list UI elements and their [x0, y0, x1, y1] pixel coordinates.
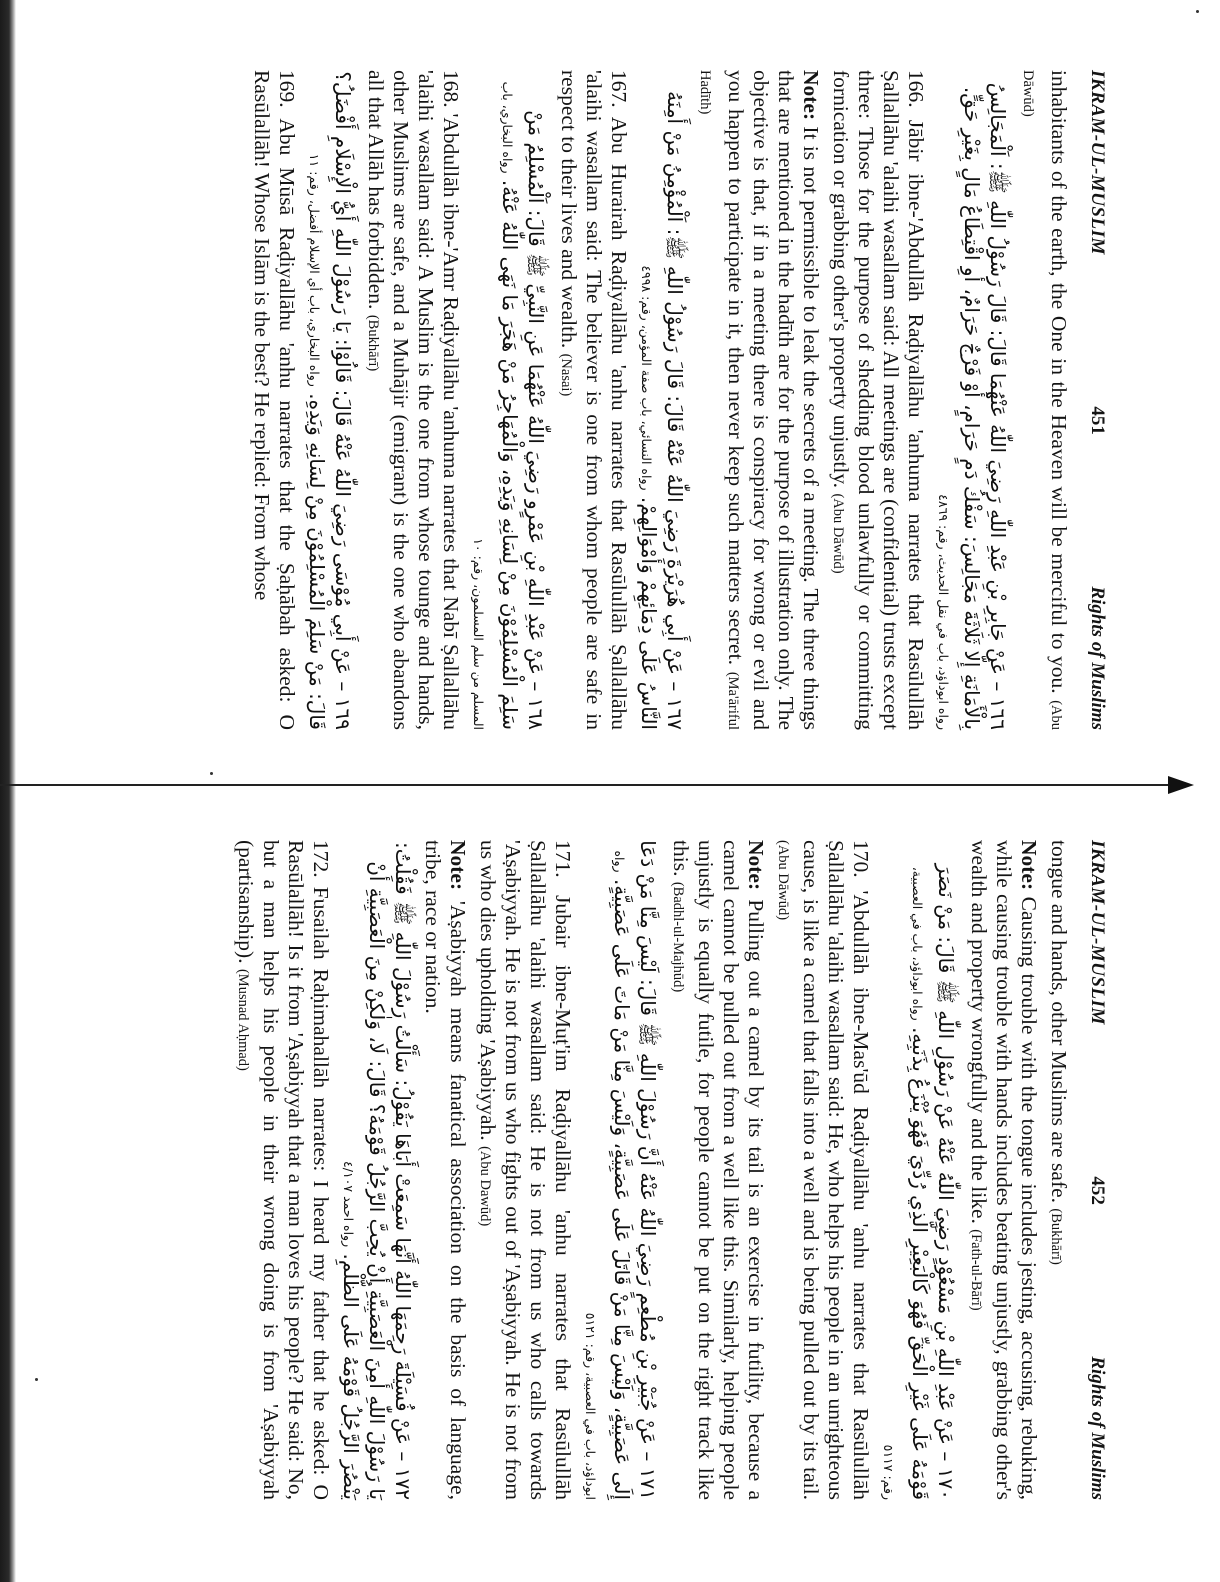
page-451	[50, 70, 1110, 730]
running-header	[1085, 70, 1110, 730]
arabic-reference: رواه البخاري، باب المسلم من سلم المسلمون، رقم: ١٠	[471, 81, 515, 730]
book-title: IKRAM-UL-MUSLIM	[1087, 70, 1108, 255]
hadith-170-arabic: ١٧٠ – عَنْ عَبْدِ اللّٰهِ بْنِ مَسْعُوْدٍ رَضِيَ اللّٰهُ عَنْهُ عَنْ رَسُوْلِ اللّٰهِ ﷺ قَالَ: مَنْ نَصَرَ قَوْمَهُ عَلَى غَيْرِ الْحَقِّ فَهُوَ كَالْبَعِيْرِ الَّذِي رُدِّيَ فَهُوَ يُنْزَعُ بِذَنَبِهِ. رواه ابوداؤد، باب في العصبية، رقم: ٥١١٧	[881, 863, 958, 1500]
hadith-169-translation: 169. Abu Mūsā Raḍiyallāhu 'anhu narrates that the Ṣaḥābah asked: O Rasūlallāh! Whose Islām is the best? He replied: From whose	[250, 70, 299, 730]
arabic-reference: رواه النسائي، باب صفة المؤمن، رقم: ٤٩٩٨	[639, 265, 654, 491]
source-citation: (Abu Dāwūd)	[775, 840, 791, 921]
hadith-166-note: Note: It is not permissible to leak the secrets of a meeting. The three things that are mentioned in the hadīth are for the purpose of illustration only. The objective is that, if in a meeting there is conspiracy for wrong or evil and you happen to participate in it, then never keep such matters secret. (Ma'āriful Hadīth)	[697, 70, 823, 731]
note-label: Note:	[1017, 840, 1041, 891]
hadith-169-arabic: ١٦٩ – عَنْ أَبِي مُوْسَى رَضِيَ اللّٰهُ عَنْهُ قَالَ: قَالُوْا: يَا رَسُوْلَ اللّٰهِ أَيُّ الْإِسْلَامِ أَفْضَلُ؟ قَالَ: مَنْ سَلِمَ الْمُسْلِمُوْنَ مِنْ لِسَانِهِ وَيَدِهِ. رواه البخاري، باب أي الإسلام أفضل، رقم: ١١	[305, 71, 355, 730]
arabic-reference: رواه ابوداؤد، باب في العصبية، رقم: ٥١٢١	[583, 850, 627, 1500]
page-452	[50, 840, 1110, 1500]
hadith-171-note: Note: 'Aṣabiyyah means fanatical association on the basis of language, tribe, race or nation.	[421, 840, 470, 1501]
source-citation: (Badhl-ul-Majhūd)	[670, 881, 686, 993]
source-citation: (Nasai)	[558, 353, 574, 397]
hadith-172-arabic: ١٧٢ – عَنْ فُسَيْلَةَ رَحِمَهَا اللّٰهُ أَنَّهَا سَمِعَتْ أَبَاهَا يَقُوْلُ: سَأَلْتُ رَسُوْلَ اللّٰهِ ﷺ فَقُلْتُ: يَا رَسُوْلَ اللّٰهِ أَمِنَ الْعَصَبِيَّةِ أَنْ يُحِبَّ الرَّجُلُ قَوْمَهُ؟ قَالَ: لَا، وَلٰكِنْ مِنَ الْعَصَبِيَّةِ أَنْ يَنْصُرَ الرَّجُلُ قَوْمَهُ عَلَى الظُّلْمِ. رواه احمد ٤/١٠٧	[339, 842, 415, 1500]
arabic-reference: رواه ابوداؤد، باب في العصبية، رقم: ٥١١٧	[881, 866, 925, 1500]
chapter-title: Rights of Muslims	[1087, 1356, 1108, 1500]
scan-speck	[35, 1378, 38, 1381]
page-divider	[0, 784, 1190, 786]
source-citation: (Bukhārī)	[365, 314, 381, 372]
running-header	[1085, 840, 1110, 1500]
hadith-167-translation: 167. Abu Hurairah Raḍiyallāhu 'anhu narrates that Rasūlullāh Ṣallallāhu 'alaihi wasallam said: The believer is one from whom people are safe in respect to their lives and wealth. (Nasai)	[557, 70, 631, 730]
chapter-title: Rights of Muslims	[1087, 586, 1108, 730]
hadith-171-translation: 171. Jubair ibne-Muṭ'im Raḍiyallāhu 'anhu narrates that Rasūlullāh Ṣallallāhu 'alaihi wasallam said: He is not from us who calls towards 'Aṣabiyyah. He is not from us who fights out of 'Aṣabiyyah. He is not from us who dies upholding 'Aṣabiyyah. (Abu Dawūd)	[476, 840, 575, 1500]
source-citation: (Musnad Aḥmad)	[235, 968, 251, 1071]
hadith-166-arabic: ١٦٦ – عَنْ جَابِرِ بْنِ عَبْدِ اللّٰهِ رَضِيَ اللّٰهُ عَنْهُمَا قَالَ: قَالَ رَسُوْلُ اللّٰهِ ﷺ: اَلْمَجَالِسُ بِالْأَمَانَةِ إِلَّا ثَلَاثَةَ مَجَالِسَ: سَفْكُ دَمٍ حَرَامٍ، أَوْ فَرْجٌ حَرَامٌ، أَوِ اقْتِطَاعُ مَالٍ بِغَيْرِ حَقٍّ. رواه ابوداؤد، باب في نقل الحديث، رقم: ٤٨٦٩	[936, 82, 1010, 730]
note-label: Note:	[799, 70, 823, 121]
hadith-170-note: Note: Pulling out a camel by its tail is an exercise in futility, because a camel cannot be pulled out from a well like this. Similarly, helping people unjustly is equally futile, for people cannot be put on the right track like this. (Badhl-ul-Majhūd)	[669, 840, 768, 1501]
scan-speck	[1196, 10, 1199, 13]
source-citation: (Abu Dawūd)	[477, 1146, 493, 1227]
continuation-text: tongue and hands, other Muslims are safe. (Bukhārī)	[1047, 840, 1071, 1265]
arabic-reference: رواه احمد ٤/١٠٧	[341, 1161, 356, 1248]
scan-edge	[0, 0, 16, 1582]
arabic-reference: رواه ابوداؤد، باب في نقل الحديث، رقم: ٤٨٦٩	[936, 494, 951, 730]
page-number: 452	[1087, 1176, 1108, 1205]
scan-speck	[210, 772, 213, 775]
hadith-168-translation: 168. 'Abdullāh ibne-'Amr Raḍiyallāhu 'anhuma narrates that Nabī Ṣallallāhu 'alaihi wasallam said: A Muslim is the one from whose tounge and hands, other Muslims are safe, and a Muhājir (emigrant) is the one who abandons all that Allāh has forbidden. (Bukhārī)	[364, 70, 463, 730]
source-citation: (Ma'āriful Hadīth)	[697, 70, 741, 730]
source-citation: (Abu Dāwūd)	[1020, 70, 1064, 731]
hadith-171-arabic: ١٧١ – عَنْ جُبَيْرِ بْنِ مُطْعِمٍ رَضِيَ اللّٰهُ عَنْهُ أَنَّ رَسُوْلَ اللّٰهِ ﷺ قَالَ: لَيْسَ مِنَّا مَنْ دَعَا إِلَى عَصَبِيَّةٍ، وَلَيْسَ مِنَّا مَنْ قَاتَلَ عَلَى عَصَبِيَّةٍ، وَلَيْسَ مِنَّا مَنْ مَاتَ عَلَى عَصَبِيَّةٍ. رواه ابوداؤد، باب في العصبية، رقم: ٥١٢١	[583, 840, 660, 1500]
hadith-170-translation: 170. 'Abdullāh ibne-Mas'ūd Raḍiyallāhu 'anhu narrates that Rasūlullāh Ṣallallāhu 'alaihi wasallam said: He, who helps his people in an unrighteous cause, is like a camel that falls into a well and is being pulled out by its tail. (Abu Dāwūd)	[775, 840, 873, 1500]
note-label: Note:	[744, 840, 768, 891]
hadith-166-translation: 166. Jābir ibne-'Abdullāh Raḍiyallāhu 'anhuma narrates that Rasūlullāh Ṣallallāhu 'alaihi wasallam said: All meetings are (confidential) trusts except three: Those for the purpose of shedding blood unlawfully or committing fornication or grabbing other's property unjustly. (Abu Dāwūd)	[829, 70, 928, 730]
arabic-reference: رواه البخاري، باب أي الإسلام أفضل، رقم: ١١	[307, 153, 322, 387]
note-label: Note:	[446, 840, 470, 891]
page-number: 451	[1087, 406, 1108, 435]
source-citation: (Bukhārī)	[1048, 1208, 1064, 1265]
book-title: IKRAM-UL-MUSLIM	[1087, 840, 1108, 1025]
source-citation: (Fath-ul-Bārī)	[968, 1229, 984, 1311]
continuation-text: inhabitants of the earth, the One in the Heaven will be merciful to you. (Abu Dāwūd)	[1020, 70, 1071, 731]
source-citation: (Abu Dāwūd)	[830, 493, 846, 574]
hadith-172-translation: 172. Fusailah Raḥimahallāh narrates: I heard my father that he asked: O Rasūlallāh! Is it from 'Aṣabiyyah that a man loves his people? He said: No, but a man helps his people in their wrong doing is from 'Aṣabiyyah (partisanship). (Musnad Aḥmad)	[234, 840, 333, 1500]
binding-mark	[1168, 776, 1194, 794]
hadith-168-arabic: ١٦٨ – عَنْ عَبْدِ اللّٰهِ بْنِ عَمْرٍو رَضِيَ اللّٰهُ عَنْهُمَا عَنِ النَّبِيِّ ﷺ قَالَ: اَلْمُسْلِمُ مَنْ سَلِمَ الْمُسْلِمُوْنَ مِنْ لِسَانِهِ وَيَدِهِ، وَالْمُهَاجِرُ مَنْ هَجَرَ مَا نَهَى اللّٰهُ عَنْهُ. رواه البخاري، باب المسلم من سلم المسلمون، رقم: ١٠	[471, 81, 548, 730]
hadith-167-arabic: ١٦٧ – عَنْ أَبِي هُرَيْرَةَ رَضِيَ اللّٰهُ عَنْهُ قَالَ: قَالَ رَسُوْلُ اللّٰهِ ﷺ: اَلْمُؤْمِنُ مَنْ أَمِنَهُ النَّاسُ عَلَى دِمَائِهِمْ وَأَمْوَالِهِمْ. رواه النسائي، باب صفة المؤمن، رقم: ٤٩٩٨	[637, 91, 687, 730]
continuation-note: Note: Causing trouble with the tongue includes jesting, accusing, rebuking, while causing trouble with hands includes beating unjustly, grabbing other's wealth and property wrongfully and the like. (Fath-ul-Bārī)	[967, 840, 1041, 1500]
